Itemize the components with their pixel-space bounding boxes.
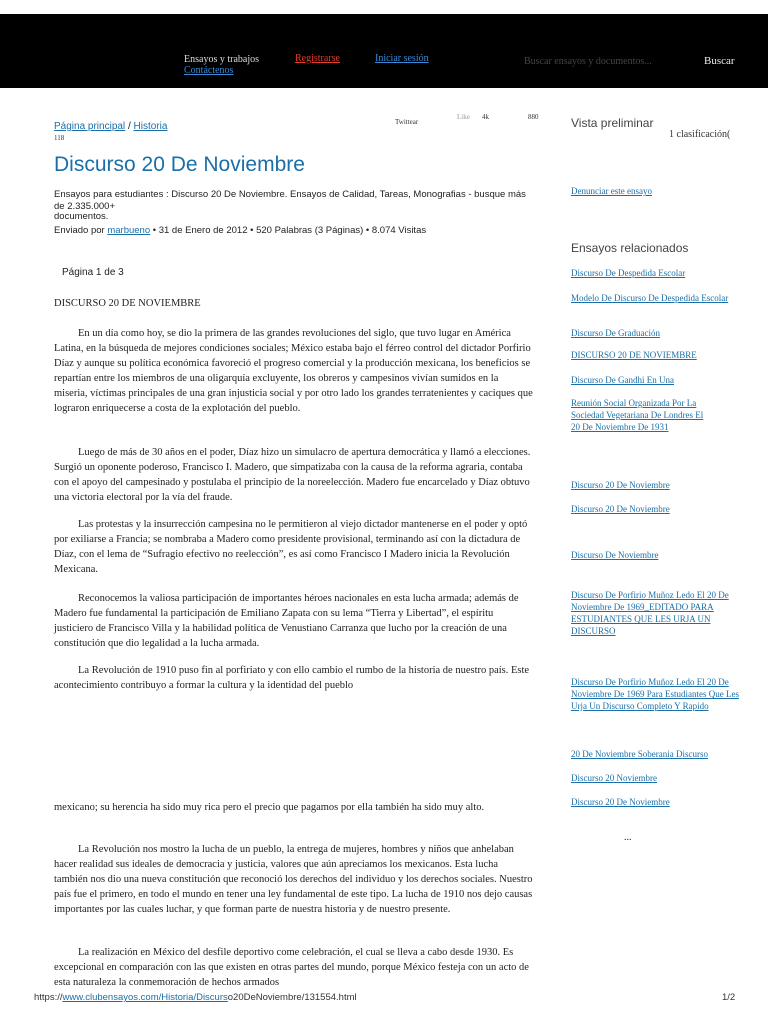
paragraph-5: La Revolución de 1910 puso fin al porfiriato y con ello cambio el rumbo de la historia de nuestro país. Este acontecimiento contribuyo a formar la cultura y la identidad del pueblo [54,665,530,691]
paragraph-6: mexicano; su herencia ha sido muy rica pero el precio que pagamos por ella también ha sido muy alto. [54,802,485,813]
breadcrumb-category-link[interactable]: Historia [133,121,168,132]
more-ellipsis: ... [624,832,632,843]
search-input[interactable]: Buscar ensayos y documentos... [524,56,652,67]
related-item[interactable]: Discurso De Graduación [571,328,660,338]
related-item[interactable]: Discurso De Gandhi En Una [571,375,674,385]
like-count: 4k [482,113,489,121]
footer-url [34,992,357,1003]
related-item[interactable]: Discurso De Porfirio Muñoz Ledo El 20 De Noviembre De 1969 Para Estudiantes Que Les Urja Un Discurso Completo Y Rapido [571,677,739,711]
footer-page-number: 1/2 [722,992,736,1003]
doc-heading: DISCURSO 20 DE NOVIEMBRE [54,298,201,309]
related-essays-heading: Ensayos relacionados [571,241,689,255]
related-item[interactable]: Discurso De Noviembre [571,550,659,560]
paragraph-2: Luego de más de 30 años en el poder, Díaz hizo un simulacro de apertura democrática y llamó a elecciones. Surgió un oponente poderoso, Francisco I. Madero, que simpatizaba con la causa de la reforma agraria, contaba con el apoyo del campesinado y postulaba el principio de la noreelección. Madero fue encarcelado y Díaz obtuvo una victoria electoral por la vía del fraude. [54,447,531,503]
paragraph-7: La Revolución nos mostro la lucha de un pueblo, la entrega de mujeres, hombres y niños que anhelaban hacer realidad sus ideales de democracia y justicia, valores que aún apreciamos los mexicanos. Esta lucha también nos dio una nueva constitución que reconoció los derechos del individuo y los derechos sociales. Nuestro país fue el primero, en todo el mundo en tener una ley fundamental de este tipo. La lucha de 1910 nos dejo causas importantes por las cuales luchar, y que forman parte de nuestra historia y de nuestro presente. [54,844,533,915]
paragraph-1: En un día como hoy, se dio la primera de las grandes revoluciones del siglo, que tuvo lugar en América Latina, en la búsqueda de mejores condiciones sociales; México estaba bajo el férreo control del dictador Porfirio Díaz y aunque su política económica favoreció el progreso comercial y la producción mexicana, los beneficios se repartían entre los miembros de una oligarquía excluyente, los obreros y campesinos vivían sumidos en la miseria, víctimas principales de una gran injusticia social y por otro lado los grandes terratenientes y caciques que lograron enriquecerse a costa de la explotación del pueblo. [54,328,533,414]
search-button[interactable]: Buscar [704,55,735,67]
contact-link[interactable]: Contáctenos [184,65,234,76]
related-item[interactable]: Discurso 20 De Noviembre Discurso 20 De Noviembre [571,480,670,514]
page-title: Discurso 20 De Noviembre [54,153,305,176]
breadcrumb-home-link[interactable]: Página principal [54,121,126,132]
nav-essays-link[interactable]: Ensayos y trabajos [184,54,259,65]
related-item[interactable]: DISCURSO 20 DE NOVIEMBRE [571,350,697,360]
related-item[interactable]: Reunión Social Organizada Por La Sociedad Vegetariana De Londres El 20 De Noviembre De 1931 [571,398,704,432]
paragraph-8: La realización en México del desfile deportivo come celebración, el cual se lleva a cabo desde 1930. Es excepcional en comparación con las que existen en otras partes del mundo, porque México festeja con un acto de esta naturaleza la conmemoración de hechos armados [54,947,529,988]
related-item[interactable]: Discurso De Porfirio Muñoz Ledo El 20 De Noviembre De 1969_EDITADO PARA ESTUDIANTES QUE LES URJA UN DISCURSO [571,590,729,636]
twitter-button[interactable]: Twittear [395,118,419,126]
breadcrumb [54,121,167,132]
breadcrumb-count: 118 [54,134,65,142]
sent-by-label: Enviado por [54,225,105,236]
author-link[interactable]: marbueno [107,225,151,236]
related-item[interactable]: Discurso 20 De Noviembre [571,797,670,807]
related-item[interactable]: 20 De Noviembre Soberania Discurso [571,749,708,759]
top-navigation-bar [0,14,768,88]
rating-text: 1 clasificación( [669,129,731,140]
article-meta [54,225,426,236]
article-subtitle: Ensayos para estudiantes : Discurso 20 De Noviembre. Ensayos de Calidad, Tareas, Monografias - busque más de 2.335.000+ [54,189,526,212]
register-link[interactable]: Registrarse [295,53,340,64]
report-essay-link[interactable]: Denunciar este ensayo [571,186,652,196]
footer-url-prefix: https:// [34,992,63,1003]
footer-url-rest: o20DeNoviembre/131554.html [227,992,357,1003]
paragraph-3: Las protestas y la insurrección campesina no le permitieron al viejo dictador mantenerse en el poder y optó por exiliarse a Francia; se nombraba a Madero como presidente provisional, terminando así con la dictadura de Díaz, con el lema de “Sufragio efectivo no reelección”, es así como Francisco I Madero inicia la Revolución Mexicana. [54,519,528,575]
login-link[interactable]: Iniciar sesión [375,53,429,64]
footer-url-link[interactable]: www.clubensayos.com/Historia/Discurs [62,992,228,1003]
related-item[interactable]: Discurso De Despedida Escolar [571,268,686,278]
preview-label: Vista preliminar [571,116,654,130]
like-button[interactable]: Like [457,113,470,121]
meta-details: • 31 de Enero de 2012 • 520 Palabras (3 Páginas) • 8.074 Visitas [152,225,427,236]
related-item[interactable]: Modelo De Discurso De Despedida Escolar [571,293,729,303]
page-indicator: Página 1 de 3 [62,267,124,278]
related-item[interactable]: Discurso 20 Noviembre [571,773,657,783]
share-count: 880 [528,113,539,121]
paragraph-4: Reconocemos la valiosa participación de importantes héroes nacionales en esta lucha armada; además de Madero fue fundamental la participación de Emiliano Zapata con su lema “Tierra y Libertad”, el espíritu justiciero de Francisco Villa y la habilidad política de Venustiano Carranza que lucho por la creación de una constitución que dio legalidad a la lucha armada. [54,593,519,649]
article-subtitle-cont: documentos. [54,211,109,222]
breadcrumb-separator: / [127,121,131,132]
